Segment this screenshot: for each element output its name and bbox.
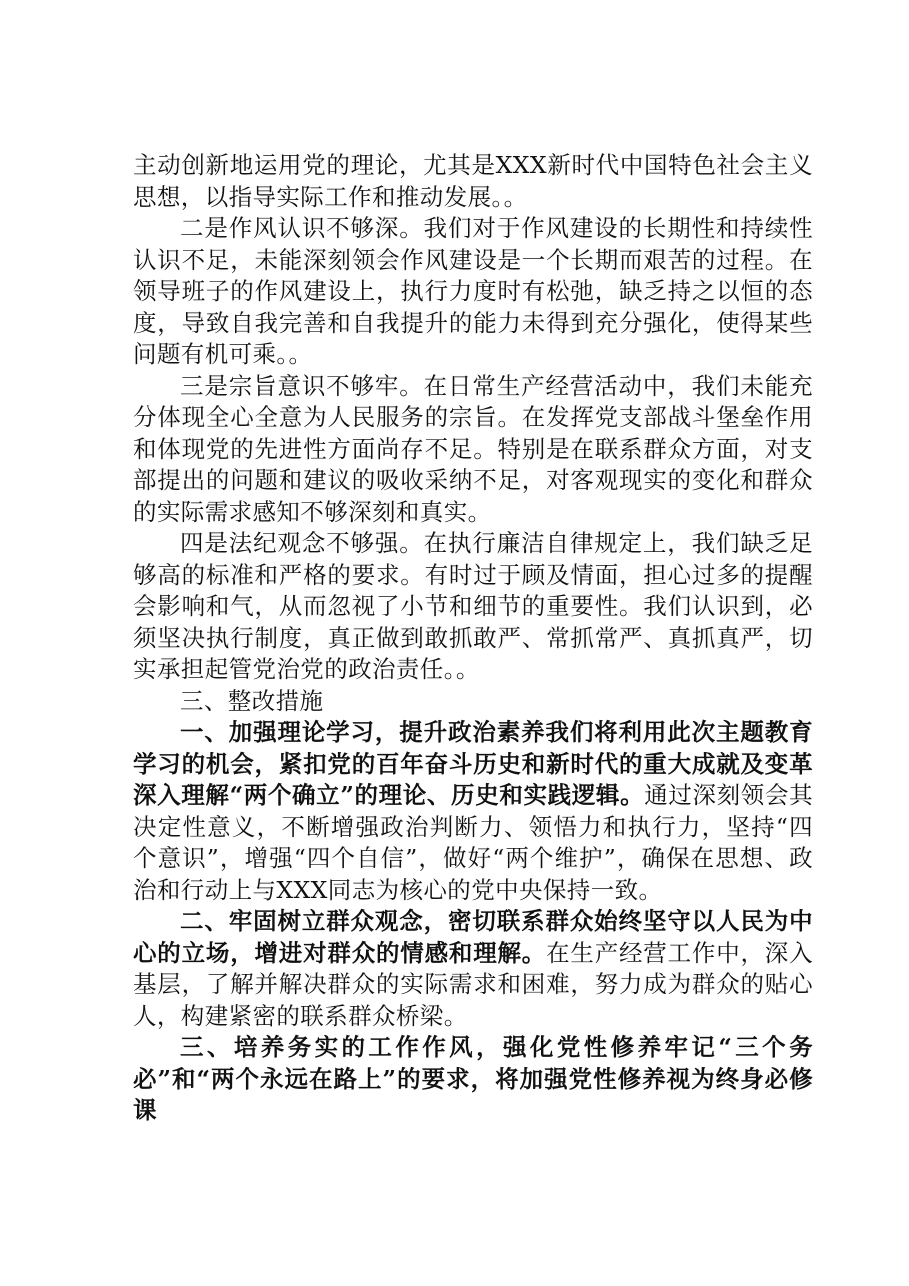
- measure-theory-body: 通过深刻领会其决定性意义，不断增强政治判断力、领悟力和执行力，坚持“四个意识”，增强“四个自信”，做好“两个维护”，确保在思想、政治和行动上与XXX同志为核心的党中央保持一致。: [133, 781, 813, 904]
- measure-workstyle-lead: 三、培养务实的工作作风，强化党性修养牢记“三个务必”和“两个永远在路上”的要求，将加强党性修养视为终身必修课: [133, 1033, 813, 1124]
- section-heading: 三、整改措施: [180, 686, 324, 715]
- measure-theory-lead: 一、加强理论学习，提升政治素养我们将利用此次主题教育学习的机会，紧扣党的百年奋斗历史和新时代的重大成就及变革深入理解“两个确立”的理论、历史和实践逻辑。: [133, 718, 813, 809]
- paragraph-measure-workstyle: [133, 1032, 813, 1127]
- paragraph-measure-theory: [133, 717, 813, 906]
- paragraph-continuation: 主动创新地运用党的理论，尤其是XXX新时代中国特色社会主义思想，以指导实际工作和推动发展。。: [133, 151, 813, 211]
- paragraph-work-style: 二是作风认识不够深。我们对于作风建设的长期性和持续性认识不足，未能深刻领会作风建设是一个长期而艰苦的过程。在领导班子的作风建设上，执行力度时有松弛，缺乏持之以恒的态度，导致自我完善和自我提升的能力未得到充分强化，使得某些问题有机可乘。。: [133, 214, 813, 368]
- paragraph-discipline: 四是法纪观念不够强。在执行廉洁自律规定上，我们缺乏足够高的标准和严格的要求。有时过于顾及情面，担心过多的提醒会影响和气，从而忽视了小节和细节的重要性。我们认识到，必须坚决执行制度，真正做到敢抓敢严、常抓常严、真抓真严，切实承担起管党治党的政治责任。。: [133, 529, 813, 683]
- paragraph-purpose-awareness: 三是宗旨意识不够牢。在日常生产经营活动中，我们未能充分体现全心全意为人民服务的宗旨。在发挥党支部战斗堡垒作用和体现党的先进性方面尚存不足。特别是在联系群众方面，对支部提出的问题和建议的吸收采纳不足，对客观现实的变化和群众的实际需求感知不够深刻和真实。: [133, 371, 813, 526]
- measure-masses-body: 在生产经营工作中，深入基层，了解并解决群众的实际需求和困难，努力成为群众的贴心人，构建紧密的联系群众桥梁。: [133, 938, 813, 1030]
- paragraph-measure-masses: [133, 906, 813, 1032]
- measure-masses-lead: 二、牢固树立群众观念，密切联系群众始终坚守以人民为中心的立场，增进对群众的情感和理解。: [133, 907, 813, 967]
- document-page: [133, 150, 813, 1127]
